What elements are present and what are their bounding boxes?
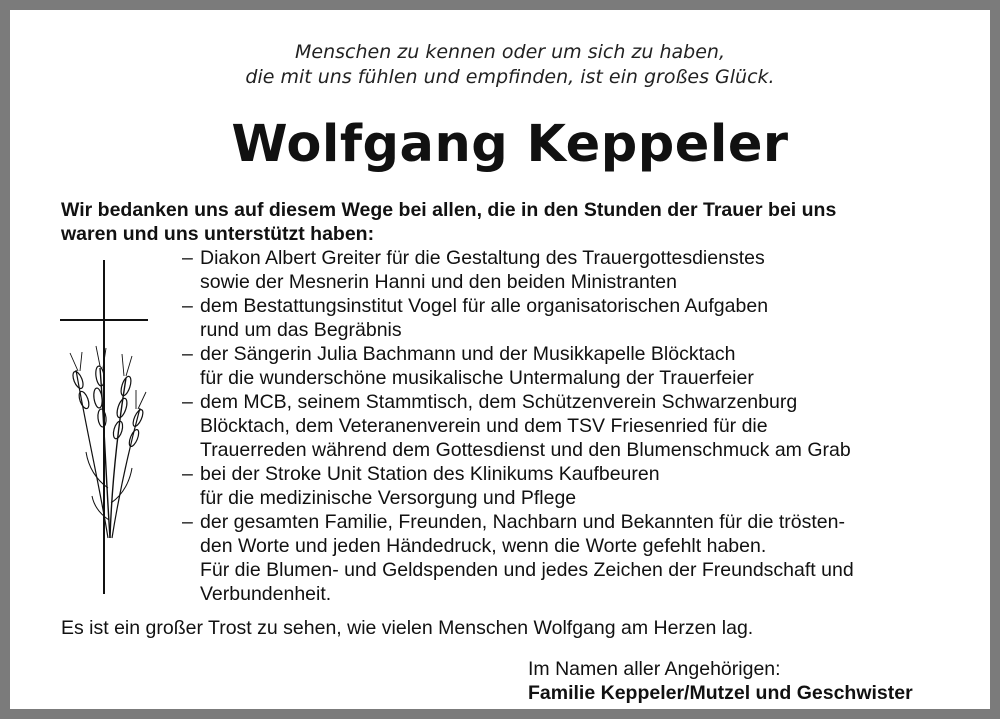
signature: [528, 657, 968, 705]
thanks-item: [182, 390, 972, 462]
dash-marker: –: [182, 247, 193, 269]
thanks-item: [182, 294, 972, 342]
thanks-item-line: der gesamten Familie, Freunden, Nachbarn und Bekannten für die trösten-: [200, 511, 845, 533]
dash-marker: –: [182, 463, 193, 485]
thanks-item-line: für die medizinische Versorgung und Pflege: [200, 487, 577, 509]
thanks-item-line: den Worte und jeden Händedruck, wenn die Worte gefehlt haben.: [200, 535, 767, 557]
thanks-item: [182, 462, 972, 510]
thanks-item-line: für die wunderschöne musikalische Untermalung der Trauerfeier: [200, 367, 754, 389]
thanks-item-line: Blöcktach, dem Veteranenverein und dem TSV Friesenried für die: [200, 415, 768, 437]
thanks-intro-line-2: waren und uns unterstützt haben:: [61, 223, 375, 245]
thanks-item-line: dem MCB, seinem Stammtisch, dem Schützenverein Schwarzenburg: [200, 391, 798, 413]
closing-sentence: Es ist ein großer Trost zu sehen, wie vielen Menschen Wolfgang am Herzen lag.: [61, 617, 754, 639]
dash-marker: –: [182, 295, 193, 317]
thanks-item-line: rund um das Begräbnis: [200, 319, 402, 341]
thanks-item-line: bei der Stroke Unit Station des Klinikums Kaufbeuren: [200, 463, 660, 485]
thanks-item-line: Diakon Albert Greiter für die Gestaltung des Trauergottesdienstes: [200, 247, 765, 269]
dash-marker: –: [182, 511, 193, 533]
deceased-name: Wolfgang Keppeler: [231, 115, 789, 174]
thanks-item-line: sowie der Mesnerin Hanni und den beiden Ministranten: [200, 271, 677, 293]
thanks-item-line: dem Bestattungsinstitut Vogel für alle organisatorischen Aufgaben: [200, 295, 769, 317]
quote-line-1: Menschen zu kennen oder um sich zu haben,: [295, 41, 725, 63]
thanks-intro: [61, 198, 961, 246]
thanks-item-line: Trauerreden während dem Gottesdienst und den Blumenschmuck am Grab: [200, 439, 851, 461]
thanks-intro-line-1: Wir bedanken uns auf diesem Wege bei allen, die in den Stunden der Trauer bei uns: [61, 199, 837, 221]
quote: [10, 40, 1000, 90]
dash-marker: –: [182, 391, 193, 413]
thanks-item-line: Für die Blumen- und Geldspenden und jedes Zeichen der Freundschaft und: [200, 559, 854, 581]
cross-with-wheat-icon: [54, 258, 154, 598]
thanks-item-line: Verbundenheit.: [200, 583, 332, 605]
thanks-item-line: der Sängerin Julia Bachmann und der Musikkapelle Blöcktach: [200, 343, 736, 365]
quote-line-2: die mit uns fühlen und empfinden, ist ein großes Glück.: [245, 66, 775, 88]
thanks-item: [182, 510, 972, 606]
thanks-item: [182, 246, 972, 294]
signature-family: Familie Keppeler/Mutzel und Geschwister: [528, 682, 913, 704]
dash-marker: –: [182, 343, 193, 365]
thanks-item: [182, 342, 972, 390]
thanks-list: [182, 246, 972, 606]
signature-lead: Im Namen aller Angehörigen:: [528, 658, 781, 680]
